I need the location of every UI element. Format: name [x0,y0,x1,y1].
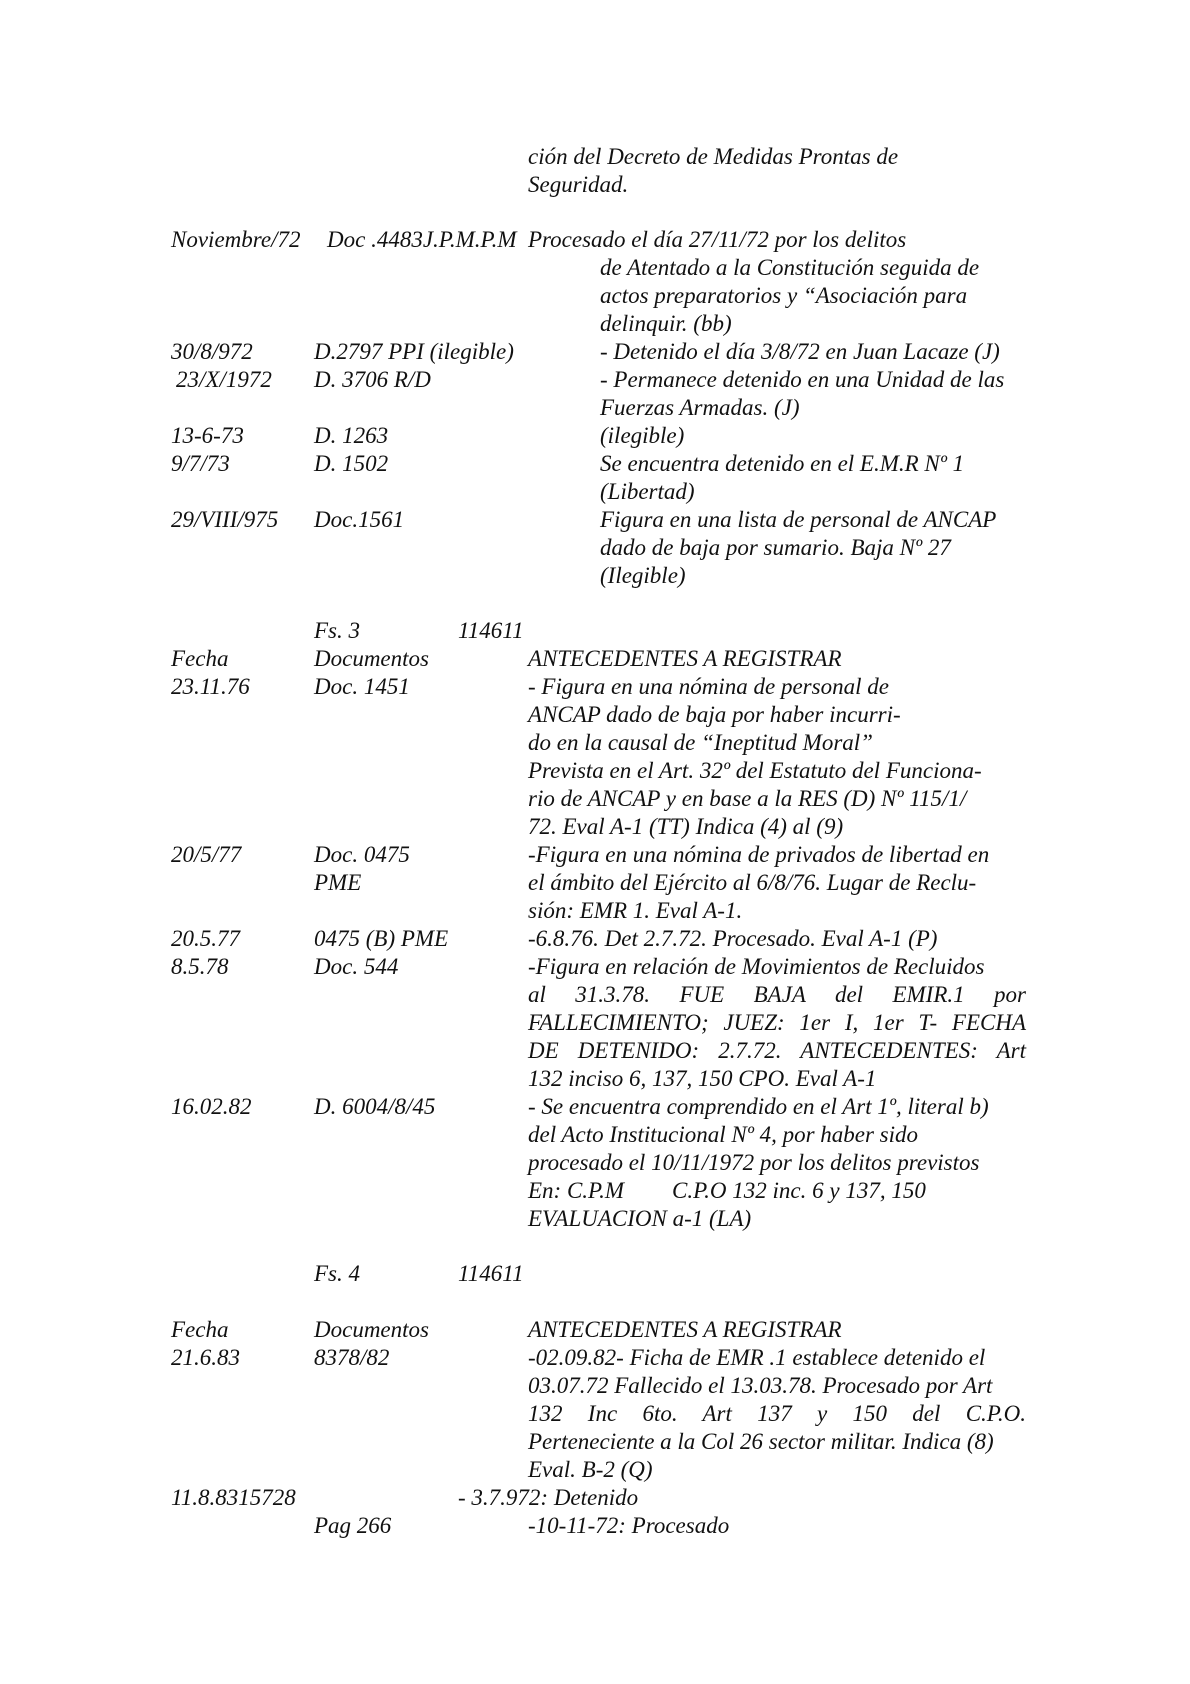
column-header-date: Fecha [171,646,229,671]
entry-text: -Figura en relación de Movimientos de Recluidos [528,954,985,979]
entry-date: 29/VIII/975 [171,507,279,532]
entry-document: 8378/82 [314,1345,390,1370]
entry-text: - Figura en una nómina de personal de [528,674,889,699]
column-header-antecedentes: ANTECEDENTES A REGISTRAR [528,646,842,671]
text-line: delinquir. (bb) [600,311,732,336]
entry-date: 8.5.78 [171,954,229,979]
text-line: Fuerzas Armadas. (J) [600,395,800,420]
entry-document: D. 1502 [314,451,389,476]
text-line: dado de baja por sumario. Baja Nº 27 [600,535,951,560]
column-header-date: Fecha [171,1317,229,1342]
text-line: C.P.O 132 inc. 6 y 137, 150 [672,1178,926,1203]
folio-label: Fs. 4 [314,1261,360,1286]
entry-text: -10-11-72: Procesado [528,1513,730,1538]
folio-label: Fs. 3 [314,618,360,643]
text-line: Eval. B-2 (Q) [528,1457,653,1482]
entry-text: -02.09.82- Ficha de EMR .1 establece detenido el [528,1345,986,1370]
entry-text: Procesado el día 27/11/72 por los delitos [528,227,907,252]
entry-date: 13-6-73 [171,423,244,448]
entry-date: 23/X/1972 [176,367,272,392]
page-reference: Pag 266 [314,1513,392,1538]
text-line: En: C.P.M [528,1178,625,1203]
entry-document: 0475 (B) PME [314,926,449,951]
entry-document: Doc. 544 [314,954,399,979]
text-line: ción del Decreto de Medidas Prontas de [528,144,899,169]
entry-text: - 3.7.972: Detenido [458,1485,639,1510]
entry-date: 21.6.83 [171,1345,240,1370]
entry-text: (ilegible) [600,423,685,448]
text-line: procesado el 10/11/1972 por los delitos previstos [528,1150,980,1175]
entry-document: D. 1263 [314,423,389,448]
text-line: rio de ANCAP y en base a la RES (D) Nº 115/1/ [528,786,967,811]
entry-text: - Detenido el día 3/8/72 en Juan Lacaze (J) [600,339,1000,364]
text-line: 132 inciso 6, 137, 150 CPO. Eval A-1 [528,1066,877,1091]
entry-document: D. 3706 R/D [314,367,431,392]
text-line: de Atentado a la Constitución seguida de [600,255,980,280]
entry-date: Noviembre/72 [171,227,301,252]
text-line: 03.07.72 Fallecido el 13.03.78. Procesado por Art [528,1373,993,1398]
text-line: Perteneciente a la Col 26 sector militar. Indica (8) [528,1429,994,1454]
entry-text: -Figura en una nómina de privados de libertad en [528,842,990,867]
text-line: EVALUACION a-1 (LA) [528,1206,752,1231]
text-line: FALLECIMIENTO; JUEZ: 1er I, 1er T- FECHA [528,1010,1026,1035]
entry-document: D. 6004/8/45 [314,1094,436,1119]
entry-date: 16.02.82 [171,1094,252,1119]
column-header-documents: Documentos [314,1317,429,1342]
folio-number: 114611 [458,1261,524,1286]
entry-date: 11.8.8315728 [171,1485,296,1510]
column-header-documents: Documentos [314,646,429,671]
entry-document: D.2797 PPI (ilegible) [314,339,514,364]
text-line: do en la causal de “Ineptitud Moral” [528,730,873,755]
column-header-antecedentes: ANTECEDENTES A REGISTRAR [528,1317,842,1342]
text-line: 72. Eval A-1 (TT) Indica (4) al (9) [528,814,844,839]
entry-document: Doc. 0475 [314,842,410,867]
text-line: actos preparatorios y “Asociación para [600,283,968,308]
text-line: del Acto Institucional Nº 4, por haber sido [528,1122,919,1147]
entry-document: Doc. 1451 [314,674,410,699]
text-line: 132 Inc 6to. Art 137 y 150 del C.P.O. [528,1401,1026,1426]
folio-number: 114611 [458,618,524,643]
entry-date: 9/7/73 [171,451,230,476]
entry-text: - Se encuentra comprendido en el Art 1º, literal b) [528,1094,989,1119]
entry-date: 30/8/972 [171,339,253,364]
entry-text: Figura en una lista de personal de ANCAP [600,507,997,532]
text-line: Seguridad. [528,172,629,197]
text-line: al 31.3.78. FUE BAJA del EMIR.1 por [528,982,1026,1007]
text-line: sión: EMR 1. Eval A-1. [528,898,743,923]
text-line: (Libertad) [600,479,695,504]
text-line: Prevista en el Art. 32º del Estatuto del Funciona- [528,758,982,783]
text-line: (Ilegible) [600,563,686,588]
entry-text: -6.8.76. Det 2.7.72. Procesado. Eval A-1 (P) [528,926,938,951]
entry-document: Doc .4483J.P.M.P.M [327,227,517,252]
entry-text: Se encuentra detenido en el E.M.R Nº 1 [600,451,965,476]
entry-document: PME [314,870,362,895]
entry-date: 20.5.77 [171,926,240,951]
entry-date: 20/5/77 [171,842,242,867]
text-line: el ámbito del Ejército al 6/8/76. Lugar de Reclu- [528,870,977,895]
text-line: ANCAP dado de baja por haber incurri- [528,702,901,727]
entry-document: Doc.1561 [314,507,405,532]
entry-text: - Permanece detenido en una Unidad de las [600,367,1005,392]
entry-date: 23.11.76 [171,674,250,699]
text-line: DE DETENIDO: 2.7.72. ANTECEDENTES: Art [528,1038,1026,1063]
